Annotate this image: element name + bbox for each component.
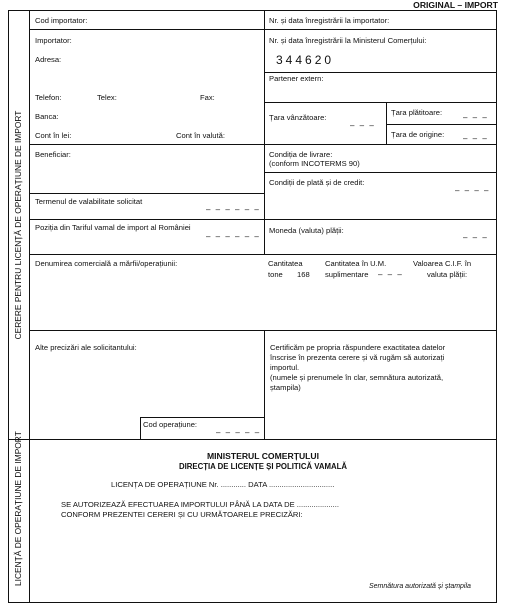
moneda-blank: – – – bbox=[463, 233, 489, 242]
autorizeaza-line-1: SE AUTORIZEAZĂ EFECTUAREA IMPORTULUI PÂNĂ LA DATA DE .................... bbox=[61, 500, 339, 509]
side-column-divider bbox=[29, 10, 30, 603]
suplimentare-label: suplimentare bbox=[325, 270, 369, 279]
cod-operatiune-divider bbox=[140, 417, 141, 439]
rule-termenul bbox=[29, 193, 264, 194]
beneficiar-label: Beneficiar: bbox=[35, 150, 71, 159]
certificam-line-4: (numele și prenumele în clar, semnătura autorizată, bbox=[270, 373, 444, 382]
rule-tara-split bbox=[386, 124, 497, 125]
tara-platitoare-label: Țara plătitoare: bbox=[391, 108, 443, 117]
moneda-label: Moneda (valuta) plății: bbox=[269, 226, 344, 235]
certificam-line-3: importul. bbox=[270, 363, 300, 372]
tara-origine-blank: – – – bbox=[463, 134, 489, 143]
adresa-label: Adresa: bbox=[35, 55, 62, 64]
suplimentare-blank: – – – bbox=[378, 270, 404, 279]
registration-number: 344620 bbox=[276, 53, 335, 67]
cantitatea-label: Cantitatea bbox=[268, 259, 303, 268]
importator-label: Importator: bbox=[35, 36, 72, 45]
tara-vanzatoare-label: Țara vânzătoare: bbox=[269, 113, 327, 122]
cantitatea-um-label: Cantitatea în U.M. bbox=[325, 259, 387, 268]
rule-beneficiar bbox=[29, 144, 497, 145]
termenul-label: Termenul de valabilitate solicitat bbox=[35, 197, 143, 206]
banca-label: Banca: bbox=[35, 112, 59, 121]
pozitia-label: Poziția din Tariful vamal de import al României bbox=[35, 223, 191, 232]
autorizeaza-line-2: CONFORM PREZENTEI CERERI ȘI CU URMĂTOARELE PRECIZĂRI: bbox=[61, 510, 303, 519]
signature-caption: Semnătura autorizată și ștampila bbox=[369, 583, 471, 590]
partener-label: Partener extern: bbox=[269, 74, 324, 83]
valoarea-cif-label: Valoarea C.I.F. în bbox=[413, 259, 472, 268]
cod-operatiune-blank: – – – – – bbox=[216, 428, 261, 437]
telefon-label: Telefon: bbox=[35, 93, 62, 102]
conditii-plata-blank: – – – – bbox=[455, 186, 490, 195]
incoterms-label: (conform INCOTERMS 90) bbox=[269, 159, 360, 168]
cont-lei-label: Cont în lei: bbox=[35, 131, 72, 140]
rule-conditii bbox=[264, 172, 497, 173]
pozitia-blank: – – – – – – bbox=[206, 232, 261, 241]
tara-origine-label: Țara de origine: bbox=[391, 130, 445, 139]
rule-partener bbox=[264, 72, 497, 73]
rule-pozitia bbox=[29, 219, 497, 220]
cod-operatiune-label: Cod operațiune: bbox=[143, 420, 198, 429]
main-column-divider bbox=[264, 10, 265, 254]
rule-denumirea bbox=[29, 254, 497, 255]
tone-label: tone bbox=[268, 270, 283, 279]
conditia-livrare-label: Condiția de livrare: bbox=[269, 150, 333, 159]
document-title: ORIGINAL – IMPORT bbox=[413, 0, 498, 10]
termenul-blank: – – – – – – bbox=[206, 205, 261, 214]
licenta-number-line: LICENȚA DE OPERAȚIUNE Nr. ............ DATA ............................... bbox=[111, 480, 335, 489]
telex-label: Telex: bbox=[97, 93, 117, 102]
tara-divider bbox=[386, 102, 387, 144]
rule-tara bbox=[264, 102, 497, 103]
tara-platitoare-blank: – – – bbox=[463, 113, 489, 122]
conditii-plata-label: Condiții de plată și de credit: bbox=[269, 178, 365, 187]
fax-label: Fax: bbox=[200, 93, 215, 102]
tara-vanzatoare-blank: – – – bbox=[350, 121, 376, 130]
lower-column-divider bbox=[264, 330, 265, 439]
rule-cod-operatiune bbox=[140, 417, 264, 418]
ministry-heading: MINISTERUL COMERȚULUI bbox=[206, 451, 320, 461]
certificam-line-5: ștampila) bbox=[270, 383, 301, 392]
nr-minister-label: Nr. și data înregistrării la Ministerul Comerțului: bbox=[269, 36, 427, 45]
side-label-license: LICENȚĂ DE OPERAȚIUNE DE IMPORT bbox=[13, 431, 23, 586]
tone-value: 168 bbox=[297, 270, 310, 279]
certificam-line-1: Certificăm pe propria răspundere exactitatea datelor bbox=[270, 343, 446, 352]
cod-importator-label: Cod importator: bbox=[35, 16, 88, 25]
side-label-request: CERERE PENTRU LICENȚĂ DE OPERAȚIUNE DE IMPORT bbox=[13, 110, 23, 340]
certificam-line-2: înscrise în prezenta cerere și vă rugăm să autorizați bbox=[270, 353, 445, 362]
nr-importator-label: Nr. și data înregistrării la importator: bbox=[269, 16, 390, 25]
rule-alte bbox=[29, 330, 497, 331]
cont-valuta-label: Cont în valută: bbox=[176, 131, 225, 140]
section-divider bbox=[8, 439, 497, 440]
directorate-heading: DIRECȚIA DE LICENȚE ȘI POLITICĂ VAMALĂ bbox=[178, 462, 348, 471]
valuta-platii-label: valuta plății: bbox=[427, 270, 468, 279]
rule-row1 bbox=[29, 29, 497, 30]
alte-label: Alte precizări ale solicitantului: bbox=[35, 343, 137, 352]
denumirea-label: Denumirea comercială a mărfii/operațiunii: bbox=[35, 259, 178, 268]
